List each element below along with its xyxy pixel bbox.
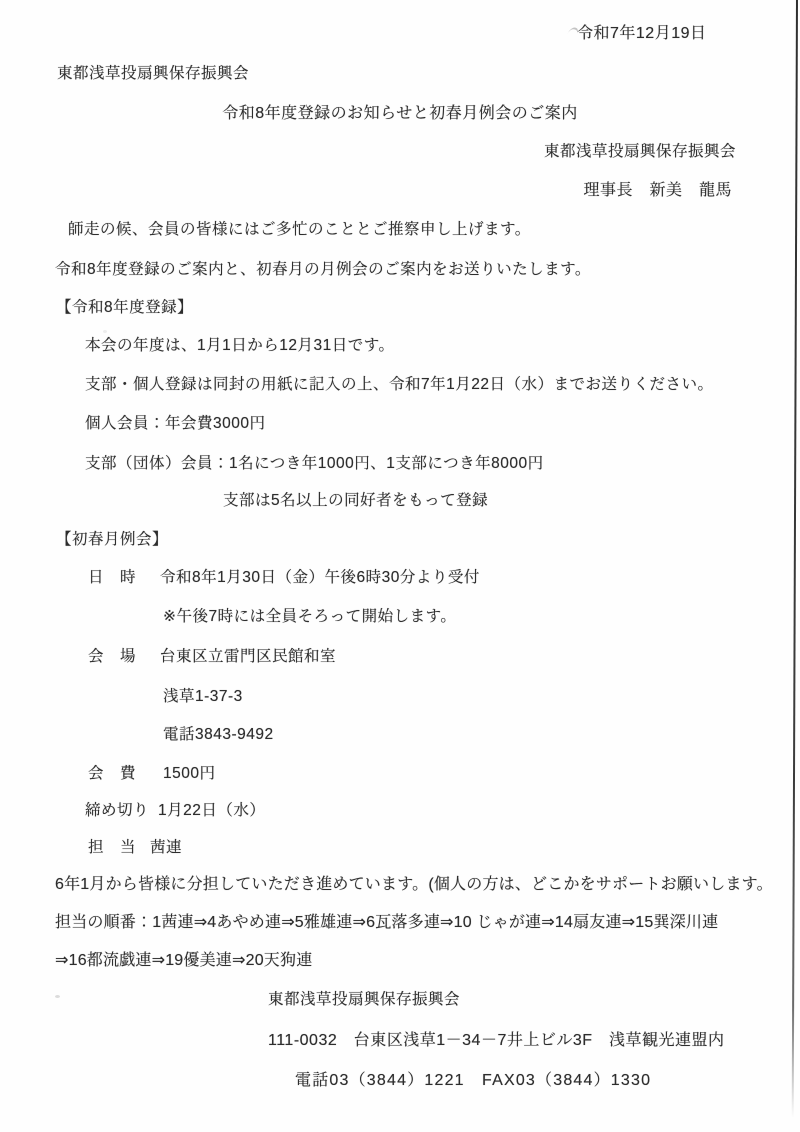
intro-paragraph: 令和8年度登録のご案内と、初春月の月例会のご案内をお送りいたします。 xyxy=(55,261,591,278)
meeting-venue-address: 浅草1-37-3 xyxy=(163,688,243,705)
registration-line: 本会の年度は、1月1日から12月31日です。 xyxy=(85,337,395,354)
footer-org: 東都浅草投扇興保存振興会 xyxy=(268,991,461,1008)
scan-speck-artifact xyxy=(55,995,60,998)
meeting-venue-phone: 電話3843-9492 xyxy=(163,726,274,743)
note-paragraph: 担当の順番：1茜連⇒4あやめ連⇒5雅雄連⇒6瓦落多連⇒10 じゃが連⇒14扇友連⇒15巽深川連 xyxy=(55,914,719,931)
meeting-datetime-value: 令和8年1月30日（金）午後6時30分より受付 xyxy=(160,569,480,586)
greeting-paragraph: 師走の候、会員の皆様にはご多忙のこととご推察申し上げます。 xyxy=(68,221,531,238)
document-date: 令和7年12月19日 xyxy=(577,25,707,42)
issuer-org: 東都浅草投扇興保存振興会 xyxy=(543,143,736,160)
meeting-venue-value: 台東区立雷門区民館和室 xyxy=(160,648,337,665)
footer-address: 111-0032 台東区浅草1－34－7井上ビル3F 浅草観光連盟内 xyxy=(268,1032,725,1049)
meeting-datetime-note: ※午後7時には全員そろって開始します。 xyxy=(163,608,457,625)
document-title: 令和8年度登録のお知らせと初春月例会のご案内 xyxy=(222,105,578,122)
registration-line: 個人会員：年会費3000円 xyxy=(85,415,266,432)
registration-line: 支部（団体）会員：1名につき年1000円、1支部につき年8000円 xyxy=(85,455,544,472)
registration-note: 支部は5名以上の同好者をもって登録 xyxy=(223,492,489,509)
registration-heading: 【令和8年度登録】 xyxy=(56,299,194,316)
meeting-heading: 【初春月例会】 xyxy=(56,531,169,548)
registration-line: 支部・個人登録は同封の用紙に記入の上、令和7年1月22日（水）までお送りください。 xyxy=(85,376,714,393)
meeting-fee-label: 会 費 xyxy=(88,765,137,782)
issuer-person: 理事長 新美 龍馬 xyxy=(583,182,732,199)
note-paragraph: 6年1月から皆様に分担していただき進めています。(個人の方は、どこかをサポートお願いします。 xyxy=(55,876,773,893)
note-paragraph: ⇒16都流戯連⇒19優美連⇒20天狗連 xyxy=(55,952,313,969)
scan-edge-artifact xyxy=(792,0,798,1118)
meeting-datetime-label: 日 時 xyxy=(88,569,137,586)
meeting-charge-value: 茜連 xyxy=(150,839,183,856)
meeting-charge-label: 担 当 xyxy=(88,839,137,856)
footer-contact: 電話03（3844）1221 FAX03（3844）1330 xyxy=(295,1072,652,1089)
meeting-fee-value: 1500円 xyxy=(163,765,216,782)
meeting-venue-label: 会 場 xyxy=(88,648,137,665)
sender-org: 東都浅草投扇興保存振興会 xyxy=(57,65,250,82)
meeting-deadline-label: 締め切り xyxy=(85,802,150,819)
meeting-deadline-value: 1月22日（水） xyxy=(158,802,266,819)
